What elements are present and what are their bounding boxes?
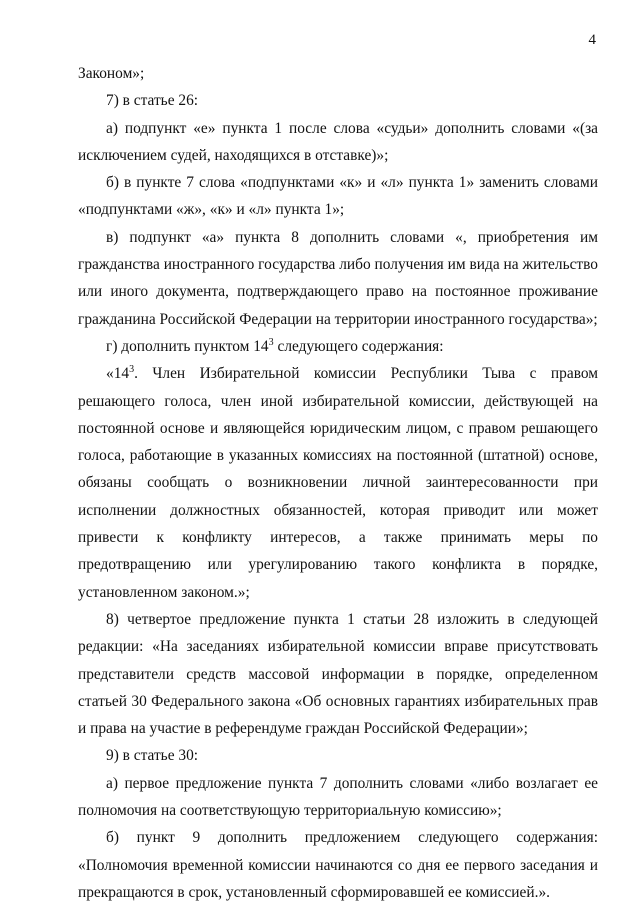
paragraph: 9) в статье 30: (106, 747, 199, 765)
paragraph-text: г) дополнить пунктом 14 (106, 337, 269, 355)
paragraph: б) пункт 9 дополнить предложением следующего содержания: «Полномочия временной комиссии начинаются со дня ее первого заседания и прекращаются в срок, установленный сформировавшей ее комиссией.». (78, 829, 598, 901)
paragraph (78, 333, 598, 360)
paragraph: б) в пункте 7 слова «подпунктами «к» и «л» пункта 1» заменить словами «подпунктами «ж», «к» и «л» пункта 1»; (78, 174, 598, 219)
paragraph: 8) четвертое предложение пункта 1 статьи 28 изложить в следующей редакции: «На заседаниях избирательной комиссии вправе присутствовать представители средств массовой информации в порядке, определенном статьей 30 Федерального закона «Об основных гарантиях избирательных прав и права на участие в референдуме граждан Российской Федерации»; (78, 610, 598, 738)
document-body (78, 60, 598, 906)
paragraph: а) первое предложение пункта 7 дополнить словами «либо возлагает ее полномочия на соответствующую территориальную комиссию»; (78, 774, 598, 820)
paragraph-text: «14 (106, 365, 130, 383)
paragraph-text: . Член Избирательной комиссии Республики Тыва с правом решающего голоса, член иной избирательной комиссии, действующей на постоянной основе и являющейся юридическим лицом, с правом решающего голоса, работающие в указанных комиссиях на постоянной (штатной) основе, обязаны сообщать о возникновении личной заинтересованности при исполнении должностных обязанностей, которая приводит или может привести к конфликту интересов, а также принимать меры по предотвращению или урегулированию такого конфликта в порядке, установленном законом.»; (78, 365, 598, 601)
paragraph: а) подпункт «е» пункта 1 после слова «судьи» дополнить словами «(за исключением судей, находящихся в отставке)»; (78, 119, 598, 164)
paragraph: Законом»; (78, 65, 145, 82)
superscript: 3 (129, 364, 135, 376)
paragraph (78, 360, 598, 606)
page-number: 4 (588, 32, 596, 48)
superscript: 3 (268, 336, 274, 348)
paragraph: 7) в статье 26: (106, 92, 199, 110)
paragraph: в) подпункт «а» пункта 8 дополнить словами «, приобретения им гражданства иностранного государства либо получения им вида на жительство или иного документа, подтверждающего право на постоянное проживание гражданина Российской Федерации на территории иностранного государства»; (78, 228, 598, 328)
paragraph-text: следующего содержания: (273, 337, 444, 355)
